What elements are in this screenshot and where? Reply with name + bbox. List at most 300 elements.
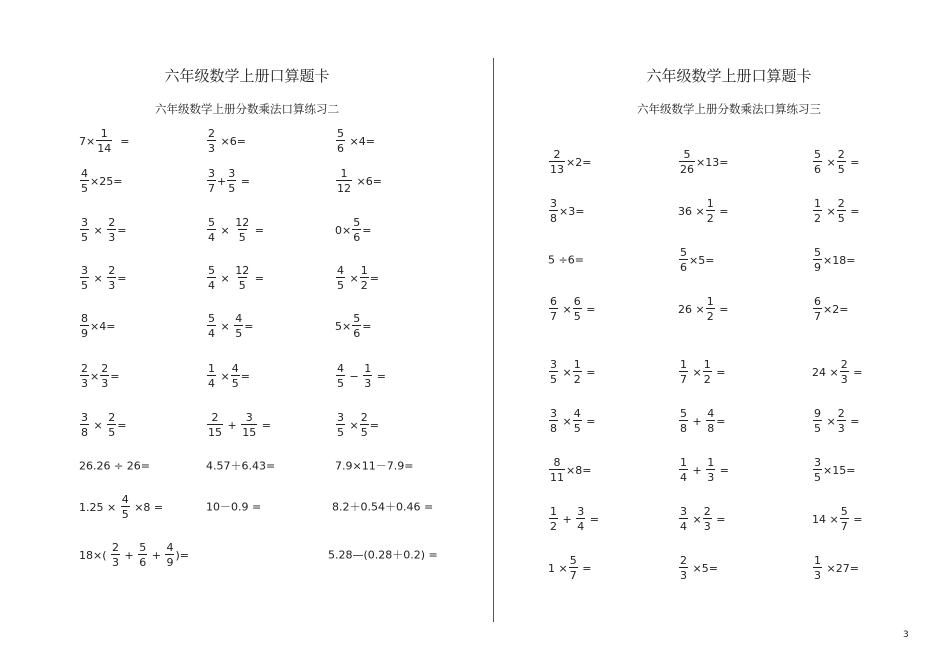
denominator: 3 [707,471,715,484]
denominator: 2 [550,520,557,533]
denominator: 4 [208,327,215,340]
math-problem [79,542,189,568]
fraction [549,506,558,532]
denominator: 5 [337,279,344,292]
denominator: 5 [108,426,116,439]
fraction [549,359,558,385]
numerator: 1 [706,197,714,210]
denominator: 5 [238,279,246,292]
denominator: 4 [680,520,687,533]
expression-text: = [582,302,596,316]
expression-text: = [117,418,127,432]
fraction [207,313,216,339]
expression-text: = [258,418,271,432]
expression-text: + [148,548,165,562]
numerator: 2 [680,554,687,567]
denominator: 6 [680,261,687,274]
numerator: 2 [360,411,368,424]
numerator: 4 [337,264,344,277]
denominator: 2 [703,373,711,386]
expression-text: )= [175,548,189,562]
fraction [837,198,846,224]
math-problem [328,550,438,561]
denominator: 4 [208,377,215,390]
expression-text: ×13= [696,155,729,169]
fraction [138,542,147,568]
expression-text: × [346,418,359,432]
expression-text: = [240,369,250,383]
fraction [107,412,116,438]
math-problem [335,168,382,194]
expression-text: ×2= [823,302,849,316]
numerator: 4 [166,541,174,554]
math-problem [548,198,584,224]
expression-text: 7× [79,134,96,148]
expression-text: × [217,369,230,383]
expression-text: × [559,365,572,379]
fraction [573,296,582,322]
numerator: 3 [550,407,557,420]
expression-text: 1.25 × [79,500,120,514]
math-problem [812,506,862,532]
numerator: 2 [837,148,845,161]
numerator: 4 [121,493,129,506]
expression-text: + [689,463,706,477]
expression-text: × [217,223,234,237]
numerator: 5 [208,216,215,229]
math-problem [206,265,264,291]
numerator: 8 [553,456,561,469]
denominator: 5 [81,279,88,292]
expression-text: × [823,155,836,169]
column-divider [493,58,494,622]
numerator: 2 [840,358,848,371]
denominator: 4 [208,231,215,244]
numerator: 12 [235,264,250,277]
numerator: 3 [550,358,557,371]
numerator: 5 [840,505,848,518]
expression-text: ×25= [90,174,123,188]
expression-text: = [716,414,726,428]
expression-text: = [715,302,729,316]
denominator: 4 [208,279,215,292]
denominator: 9 [814,261,821,274]
expression-text: 5.28—(0.28＋0.2) = [328,548,438,562]
fraction [107,217,116,243]
fraction [549,296,558,322]
numerator: 3 [337,411,344,424]
math-problem [206,217,264,243]
expression-text: ×8= [566,463,592,477]
fraction [813,247,822,273]
math-problem [335,265,379,291]
numerator: 1 [680,456,687,469]
numerator: 3 [81,216,88,229]
fraction [207,217,216,243]
fraction [703,506,712,532]
numerator: 1 [707,456,715,469]
fraction [813,408,822,434]
expression-text: ×2= [566,155,592,169]
math-problem [332,502,433,513]
denominator: 5 [814,422,821,435]
expression-text: = [715,204,729,218]
math-problem [678,555,718,581]
fraction [549,198,558,224]
fraction [352,217,361,243]
numerator: 8 [81,312,88,325]
numerator: 2 [108,216,116,229]
math-problem [335,313,371,339]
fraction [207,168,216,194]
expression-text: − [346,369,363,383]
numerator: 1 [340,167,348,180]
expression-text: = [113,134,130,148]
numerator: 4 [337,362,344,375]
fraction [234,313,243,339]
expression-text: 7.9×11－7.9= [335,459,414,473]
denominator: 4 [577,520,585,533]
expression-text: ×6= [353,174,382,188]
denominator: 5 [337,377,344,390]
fraction [336,128,345,154]
expression-text: = [582,365,596,379]
denominator: 3 [364,377,372,390]
numerator: 4 [81,167,88,180]
expression-text: = [362,319,372,333]
denominator: 5 [228,182,236,195]
fraction [80,168,89,194]
expression-text: 14 × [812,512,839,526]
expression-text: × [559,302,572,316]
denominator: 3 [208,142,215,155]
denominator: 6 [139,556,147,569]
expression-text: = [582,414,596,428]
denominator: 3 [814,569,821,582]
denominator: 2 [573,373,581,386]
expression-text: 10－0.9 = [206,500,262,514]
expression-text: ×18= [823,253,856,267]
math-problem [79,313,115,339]
math-problem [79,363,119,389]
fraction [231,363,240,389]
math-problem [812,247,855,273]
denominator: 5 [121,508,129,521]
math-problem [548,555,591,581]
math-problem [79,461,150,472]
expression-text: × [90,369,100,383]
expression-text: 1 × [548,561,568,575]
math-problem [678,408,725,434]
expression-text: × [559,414,572,428]
denominator: 6 [353,327,361,340]
denominator: 3 [101,377,109,390]
fraction [679,359,688,385]
numerator: 2 [208,127,215,140]
fraction [679,247,688,273]
fraction [360,265,369,291]
denominator: 8 [680,422,687,435]
math-problem [812,408,859,434]
expression-text: 24 × [812,365,839,379]
numerator: 1 [703,358,711,371]
numerator: 4 [231,362,239,375]
numerator: 3 [550,197,557,210]
denominator: 7 [814,310,821,323]
numerator: 2 [108,411,116,424]
math-problem [79,494,163,520]
denominator: 5 [235,327,243,340]
math-problem [678,247,714,273]
math-problem [206,128,246,154]
math-problem [548,359,595,385]
numerator: 3 [680,505,687,518]
numerator: 2 [112,541,120,554]
denominator: 8 [550,212,557,225]
math-problem [335,217,371,243]
fraction [80,363,89,389]
denominator: 3 [703,520,711,533]
expression-text: = [362,223,372,237]
expression-text: + [224,418,241,432]
denominator: 3 [108,231,116,244]
denominator: 3 [840,373,848,386]
expression-text: ×8 = [130,500,164,514]
math-problem [548,255,584,266]
expression-text: × [689,365,702,379]
math-problem [678,506,725,532]
expression-text: = [849,512,863,526]
numerator: 5 [139,541,147,554]
math-problem [812,149,859,175]
fraction [679,506,688,532]
expression-text: = [846,204,860,218]
numerator: 5 [353,216,361,229]
numerator: 6 [550,295,557,308]
denominator: 3 [108,279,116,292]
numerator: 5 [814,148,821,161]
math-problem [206,502,261,513]
expression-text: = [846,414,860,428]
fraction [706,457,715,483]
fraction [679,149,695,175]
expression-text: = [117,271,127,285]
denominator: 3 [112,556,120,569]
fraction [706,198,715,224]
expression-text: ×5= [689,561,718,575]
math-problem [548,149,591,175]
math-problem [79,265,126,291]
fraction [227,168,236,194]
denominator: 5 [81,182,88,195]
fraction [549,408,558,434]
expression-text: = [849,365,863,379]
fraction [363,363,372,389]
numerator: 1 [550,505,557,518]
denominator: 3 [680,569,687,582]
denominator: 7 [550,310,557,323]
denominator: 6 [814,163,821,176]
expression-text: ×6= [217,134,246,148]
math-problem [206,313,253,339]
math-problem [206,363,250,389]
denominator: 8 [707,422,715,435]
fraction [207,412,223,438]
fraction [234,217,250,243]
expression-text: × [823,414,836,428]
expression-text: × [90,271,107,285]
math-problem [335,412,379,438]
denominator: 7 [569,569,577,582]
fraction [336,363,345,389]
fraction [336,265,345,291]
math-problem [79,128,129,154]
fraction [241,412,257,438]
fraction [80,313,89,339]
numerator: 2 [703,505,711,518]
numerator: 9 [814,407,821,420]
fraction [576,506,585,532]
fraction [360,412,369,438]
denominator: 5 [360,426,368,439]
expression-text: + [689,414,706,428]
fraction [703,359,712,385]
numerator: 1 [100,127,108,140]
expression-text: 8.2＋0.54＋0.46 = [332,500,434,514]
math-problem [812,198,859,224]
math-problem [678,296,728,322]
denominator: 3 [837,422,845,435]
page-number: 3 [903,630,909,640]
denominator: 14 [97,142,112,155]
fraction [234,265,250,291]
expression-text: × [823,204,836,218]
fraction [207,363,216,389]
fraction [80,412,89,438]
math-problem [678,149,728,175]
expression-text: = [369,271,379,285]
denominator: 5 [550,373,557,386]
expression-text: 36 × [678,204,705,218]
fraction [80,265,89,291]
math-problem [812,555,859,581]
math-problem [548,457,591,483]
numerator: 3 [245,411,253,424]
expression-text: 5 ÷6= [548,253,584,267]
expression-text: 0× [335,223,352,237]
expression-text: ×3= [559,204,585,218]
denominator: 5 [814,471,821,484]
expression-text: × [217,319,234,333]
math-problem [548,296,595,322]
fraction [840,506,849,532]
fraction [165,542,174,568]
expression-text: = [369,418,379,432]
math-problem [206,412,271,438]
numerator: 3 [81,411,88,424]
denominator: 5 [81,231,88,244]
fraction [111,542,120,568]
expression-text: ×5= [689,253,715,267]
numerator: 4 [235,312,243,325]
fraction [679,457,688,483]
numerator: 2 [837,407,845,420]
math-problem [678,457,729,483]
expression-text: = [716,463,729,477]
expression-text: + [559,512,576,526]
denominator: 5 [231,377,239,390]
math-problem [548,506,599,532]
denominator: 15 [208,426,222,439]
fraction [813,457,822,483]
numerator: 5 [683,148,691,161]
numerator: 5 [680,246,687,259]
denominator: 12 [337,182,351,195]
denominator: 11 [550,471,564,484]
denominator: 7 [208,182,215,195]
numerator: 4 [707,407,715,420]
expression-text: = [237,174,250,188]
numerator: 2 [837,197,845,210]
denominator: 3 [81,377,88,390]
fraction [813,555,822,581]
numerator: 5 [337,127,344,140]
math-problem [812,457,855,483]
fraction [813,296,822,322]
denominator: 13 [550,163,564,176]
expression-text: = [244,319,254,333]
expression-text: = [251,223,264,237]
fraction [679,408,688,434]
numerator: 5 [680,407,687,420]
expression-text: 26.26 ÷ 26= [79,459,150,473]
denominator: 2 [706,212,714,225]
numerator: 12 [235,216,250,229]
numerator: 5 [208,264,215,277]
fraction [207,128,216,154]
right-title: 六年级数学上册口算题卡 [646,67,812,85]
expression-text: + [217,174,227,188]
denominator: 5 [573,310,581,323]
math-problem [79,412,126,438]
denominator: 7 [840,520,848,533]
math-problem [206,461,275,472]
denominator: 5 [337,426,344,439]
fraction [80,217,89,243]
numerator: 1 [573,358,581,371]
numerator: 6 [814,295,821,308]
fraction [813,149,822,175]
numerator: 5 [814,246,821,259]
fraction [549,149,565,175]
numerator: 3 [577,505,585,518]
numerator: 2 [81,362,88,375]
expression-text: 5× [335,319,352,333]
fraction [352,313,361,339]
numerator: 5 [569,554,577,567]
fraction [679,555,688,581]
expression-text: ×15= [823,463,856,477]
math-problem [79,168,122,194]
numerator: 5 [353,312,361,325]
expression-text: × [346,271,359,285]
denominator: 15 [242,426,257,439]
expression-text: × [90,223,107,237]
fraction [100,363,109,389]
denominator: 5 [837,212,845,225]
numerator: 2 [553,148,561,161]
denominator: 2 [706,310,714,323]
